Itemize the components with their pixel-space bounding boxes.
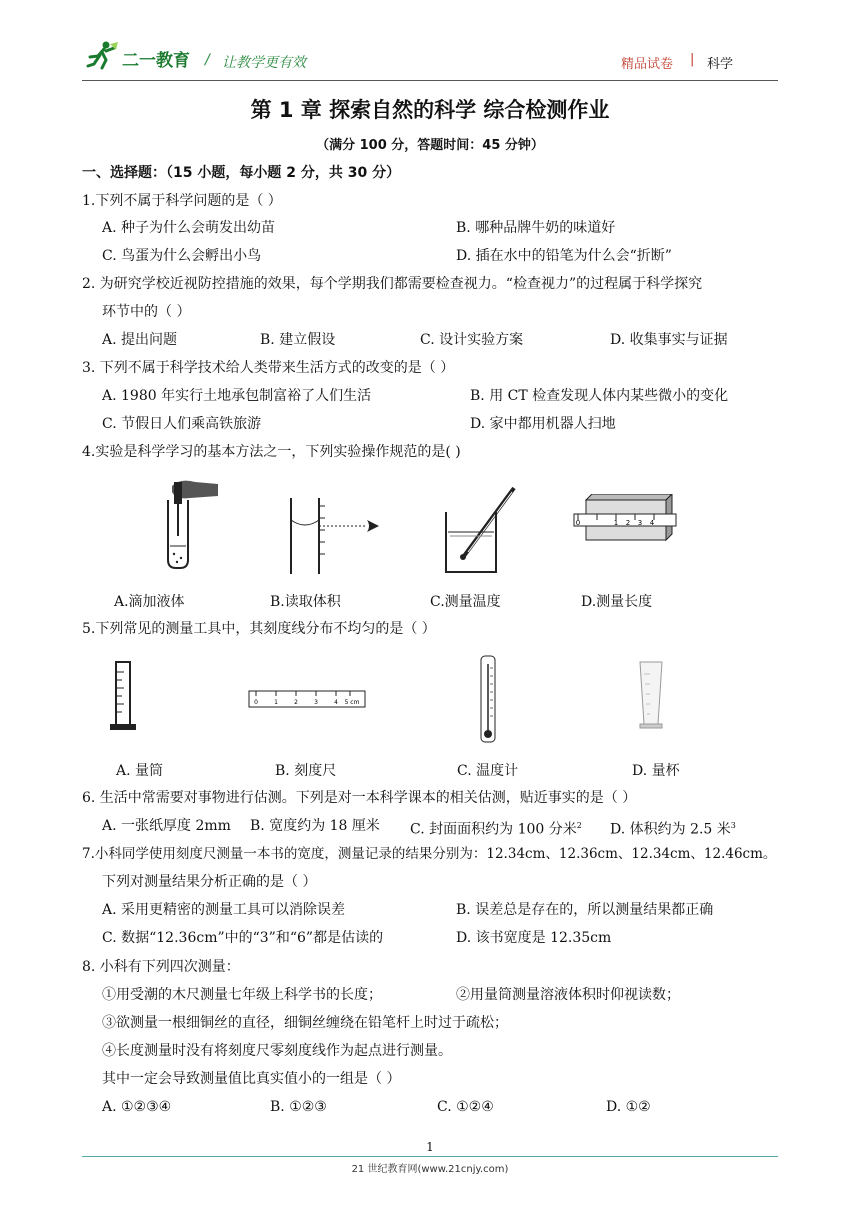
question-4-caption-b: B.读取体积 bbox=[270, 594, 341, 610]
logo-text: 二一教育 bbox=[122, 51, 190, 71]
question-7-option-b: B. 误差总是存在的，所以测量结果都正确 bbox=[456, 902, 714, 918]
ruler-tick-label: 4 bbox=[649, 519, 655, 527]
logo bbox=[84, 40, 204, 70]
question-5-caption-a: A. 量筒 bbox=[116, 763, 164, 779]
question-7-option-c: C. 数据“12.36cm”中的“3”和“6”都是估读的 bbox=[102, 930, 384, 946]
header-rule bbox=[82, 80, 778, 81]
ruler-tick-label: 1 bbox=[274, 699, 278, 706]
question-5-caption-b: B. 刻度尺 bbox=[275, 763, 337, 779]
ruler-tick-label: 2 bbox=[294, 699, 298, 706]
question-3-option-d: D. 家中都用机器人扫地 bbox=[470, 416, 616, 432]
thermometer-illustration bbox=[478, 654, 498, 744]
ruler-tick-label: 0 bbox=[254, 699, 258, 706]
question-4-caption-d: D.测量长度 bbox=[581, 594, 653, 610]
question-5-caption-c: C. 温度计 bbox=[457, 763, 519, 779]
superscript: 2 bbox=[576, 821, 582, 830]
ruler-tick-label: 1 bbox=[613, 519, 619, 527]
graduated-cylinder-illustration bbox=[108, 660, 138, 732]
slogan: 让教学更有效 bbox=[222, 55, 306, 71]
question-6-stem: 6. 生活中常需要对事物进行估测。下列是对一本科学课本的相关估测，贴近事实的是（ ） bbox=[82, 790, 637, 806]
question-6-option-d-text: D. 体积约为 2.5 米 bbox=[610, 821, 731, 838]
question-5-caption-d: D. 量杯 bbox=[632, 763, 680, 779]
question-8-ask: 其中一定会导致测量值比真实值小的一组是（ ） bbox=[102, 1071, 401, 1087]
question-2-option-d: D. 收集事实与证据 bbox=[610, 332, 728, 348]
question-2-option-b: B. 建立假设 bbox=[260, 332, 336, 348]
section-heading: 一、选择题：（15 小题，每小题 2 分，共 30 分） bbox=[82, 165, 401, 181]
beaker-thermometer-illustration bbox=[442, 486, 522, 576]
footer-rule bbox=[82, 1156, 778, 1157]
question-1-option-d: D. 插在水中的铅笔为什么会“折断” bbox=[456, 248, 672, 264]
header-separator: | bbox=[690, 52, 695, 67]
running-person-icon bbox=[84, 40, 120, 70]
ruler-tick-label: 2 bbox=[625, 519, 631, 527]
question-1-option-a: A. 种子为什么会萌发出幼苗 bbox=[102, 220, 276, 236]
question-8-option-d: D. ①② bbox=[606, 1099, 651, 1115]
question-6-option-c bbox=[410, 817, 582, 839]
subject-label: 科学 bbox=[707, 57, 734, 72]
page-title: 第 1 章 探索自然的科学 综合检测作业 bbox=[250, 98, 610, 122]
question-2-option-c: C. 设计实验方案 bbox=[420, 332, 524, 348]
question-4-caption-a: A.滴加液体 bbox=[114, 594, 185, 610]
question-1-option-b: B. 哪种品牌牛奶的味道好 bbox=[456, 220, 616, 236]
ruler-tick-label: 3 bbox=[314, 699, 318, 706]
superscript: 3 bbox=[730, 821, 736, 830]
question-1-stem: 1.下列不属于科学问题的是（ ） bbox=[82, 193, 282, 209]
question-2-stem-cont: 环节中的（ ） bbox=[102, 304, 191, 320]
question-1-option-c: C. 鸟蛋为什么会孵出小鸟 bbox=[102, 248, 262, 264]
cylinder-reading-illustration bbox=[285, 496, 385, 576]
question-2-option-a: A. 提出问题 bbox=[102, 332, 178, 348]
question-7-stem: 7.小科同学使用刻度尺测量一本书的宽度，测量记录的结果分别为：12.34cm、12.36cm、12.34cm、12.46cm。 bbox=[82, 846, 777, 862]
question-8-option-a: A. ①②③④ bbox=[102, 1099, 172, 1115]
question-6-option-c-text: C. 封面面积约为 100 分米 bbox=[410, 821, 577, 838]
measuring-cup-illustration bbox=[634, 660, 668, 730]
ruler-tick-label: 3 bbox=[637, 519, 643, 527]
question-6-option-b: B. 宽度约为 18 厘米 bbox=[250, 818, 380, 834]
question-6-option-d bbox=[610, 817, 736, 839]
question-8-item-2: ②用量筒测量溶液体积时仰视读数； bbox=[456, 987, 680, 1003]
question-6-option-a: A. 一张纸厚度 2mm bbox=[102, 818, 231, 834]
question-7-option-d: D. 该书宽度是 12.35cm bbox=[456, 930, 612, 946]
question-3-option-a: A. 1980 年实行土地承包制富裕了人们生活 bbox=[102, 388, 372, 404]
question-8-item-1: ①用受潮的木尺测量七年级上科学书的长度； bbox=[102, 987, 382, 1003]
question-3-option-b: B. 用 CT 检查发现人体内某些微小的变化 bbox=[470, 388, 729, 404]
ruler-illustration bbox=[248, 690, 366, 708]
question-5-stem: 5.下列常见的测量工具中，其刻度线分布不均匀的是（ ） bbox=[82, 621, 436, 637]
page-subtitle: （满分 100 分，答题时间：45 分钟） bbox=[316, 138, 544, 153]
ruler-tick-label: 0 bbox=[575, 519, 581, 527]
brand-label: 精品试卷 bbox=[621, 57, 674, 72]
question-8-option-c: C. ①②④ bbox=[437, 1099, 494, 1115]
question-8-item-4: ④长度测量时没有将刻度尺零刻度线作为起点进行测量。 bbox=[102, 1043, 452, 1059]
dropper-test-tube-illustration bbox=[150, 476, 220, 572]
question-4-caption-c: C.测量温度 bbox=[430, 594, 501, 610]
question-7-option-a: A. 采用更精密的测量工具可以消除误差 bbox=[102, 902, 346, 918]
question-2-stem: 2. 为研究学校近视防控措施的效果，每个学期我们都需要检查视力。“检查视力”的过程属于科学探究 bbox=[82, 276, 703, 292]
question-4-stem: 4.实验是科学学习的基本方法之一，下列实验操作规范的是( ) bbox=[82, 444, 461, 460]
question-3-stem: 3. 下列不属于科学技术给人类带来生活方式的改变的是（ ） bbox=[82, 360, 455, 376]
question-8-stem: 8. 小科有下列四次测量： bbox=[82, 959, 240, 975]
page-number: 1 bbox=[426, 1140, 434, 1154]
block-ruler-illustration bbox=[570, 494, 682, 556]
question-7-stem-cont: 下列对测量结果分析正确的是（ ） bbox=[102, 874, 317, 890]
question-3-option-c: C. 节假日人们乘高铁旅游 bbox=[102, 416, 262, 432]
question-8-item-3: ③欲测量一根细铜丝的直径，细铜丝缠绕在铅笔杆上时过于疏松； bbox=[102, 1015, 508, 1031]
footer-site: 21 世纪教育网(www.21cnjy.com) bbox=[351, 1164, 509, 1175]
question-8-option-b: B. ①②③ bbox=[270, 1099, 327, 1115]
slogan-separator: / bbox=[205, 52, 210, 68]
ruler-tick-label: 4 bbox=[334, 699, 338, 706]
ruler-tick-label: 5 cm bbox=[344, 699, 360, 706]
